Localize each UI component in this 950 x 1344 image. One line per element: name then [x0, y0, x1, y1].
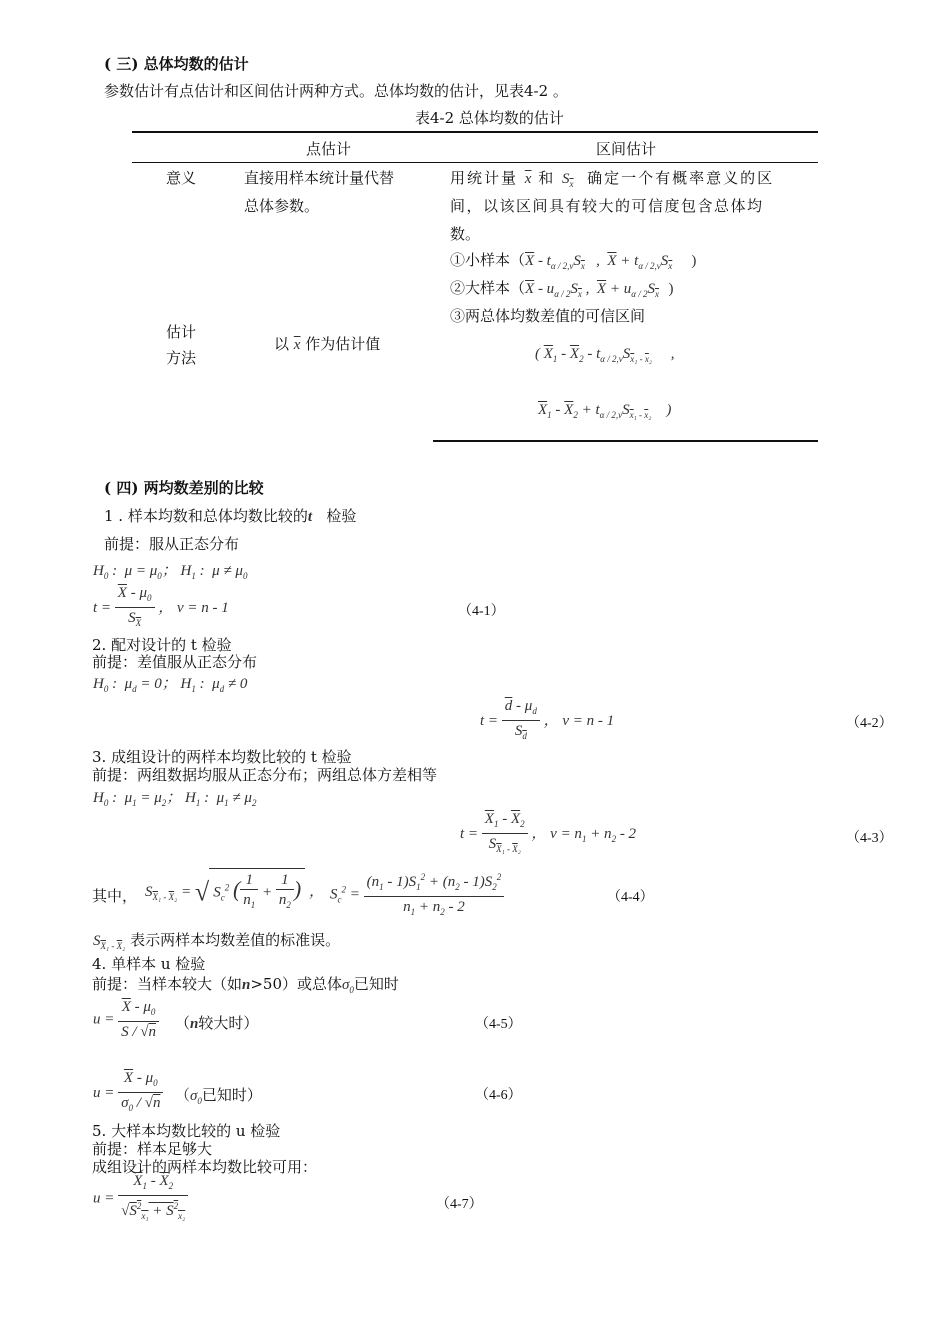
section-3-intro: 参数估计有点估计和区间估计两种方式。总体均数的估计，见表4-2 。: [104, 82, 568, 100]
table-header-rule: [132, 162, 818, 163]
s5-u-formula: u = $\frac{\overline{X}_1 - \overline{X}_2}{√S^2_{x_1} + S^2_{x_2}}$: [93, 1172, 188, 1226]
s1-title-t: t: [307, 509, 313, 525]
s2-premise: 前提：差值服从正态分布: [92, 653, 258, 671]
se-description-text: 表示两样本均数差值的标准误。: [130, 931, 341, 949]
s4-premise-text-a: 前提：当样本较大（如: [92, 975, 243, 993]
row1-interval-text-b: 和: [538, 169, 556, 187]
eq-4-6: （4-6）: [475, 1088, 522, 1103]
row2-point-text-b: 作为估计值: [305, 335, 381, 353]
s4-note-2: （$\sigma_0$已知时）: [175, 1086, 262, 1106]
row1-label: 意义: [166, 169, 197, 187]
se-symbol: $S_{\overline{X}_1 - \overline{X}_2}$: [93, 933, 126, 951]
s3-hypotheses: $H_0$ : $\mu_1 = \mu_2$； $H_1$ : $\mu_1 \ne \mu_2$: [93, 790, 257, 808]
s3-title: 3. 成组设计的两样本均数比较的 t 检验: [92, 748, 352, 766]
row1-interval-line2: 间，以该区间具有较大的可信度包含总体均: [450, 197, 764, 215]
two-sample-ci-formula-1: ( $\overline{X}_1 - \overline{X}_2 - t_{\alpha / 2,\nu}S_{\overline{x}_1 - \overline{x}_2}$ ,: [535, 346, 675, 364]
table-bottom-rule: [433, 440, 818, 442]
s1-premise: 前提：服从正态分布: [104, 535, 240, 553]
s4-note-1-text-b: 较大时）: [198, 1014, 259, 1032]
row2-label-line1: 估计: [166, 323, 197, 341]
pooled-variance-formula: $S_c^2$ = $\frac{(n_1 - 1)S_1^2 + (n_2 - 1)S_2^2}{n_1 + n_2 - 2}$: [330, 868, 504, 922]
s4-premise-text-b: >50）或总体: [250, 975, 343, 993]
s4-u-formula-2: u = $\frac{\overline{X} - \mu_0}{\sigma_0 / √n}$: [93, 1069, 163, 1118]
where-label: 其中，: [92, 887, 138, 905]
se-formula: $S_{\overline{X}_1 - \overline{X}_2}$ = √ $S_c^2$ ( $\frac{1}{n_1}$ + $\frac{1}{n_2}$ ) ，: [145, 868, 324, 917]
row2-point: [274, 330, 380, 359]
s1-title-text: 1 . 样本均数和总体均数比较的: [104, 507, 308, 525]
eq-4-4: （4-4）: [607, 890, 654, 905]
s4-premise-text-c: 已知时: [353, 975, 399, 993]
s4-note-2-text: 已知时）: [201, 1086, 262, 1104]
s4-note-1: [175, 1012, 258, 1033]
eq-4-7: （4-7）: [436, 1197, 483, 1212]
table-top-rule: [132, 131, 818, 133]
row1-point-line2: 总体参数。: [244, 197, 320, 215]
s4-premise-n: n: [242, 977, 251, 993]
two-sample-ci-formula-2: $\overline{X}_1 - \overline{X}_2 + t_{\alpha / 2,\nu}S_{\overline{x}_1 - \overline{x}_2}$ ): [538, 402, 672, 420]
s5-title: 5. 大样本均数比较的 u 检验: [92, 1122, 281, 1140]
row1-interval-text-c: 确定一个有概率意义的区: [587, 169, 775, 187]
s3-premise: 前提：两组数据均服从正态分布；两组总体方差相等: [92, 766, 438, 784]
row2-label-line2: 方法: [166, 349, 197, 367]
s1-t-formula: t = $\frac{\overline{X} - \mu_0}{S_{\overline{X}}}$ ， ν = n - 1: [93, 585, 229, 628]
section-4-heading: ( 四) 两均数差别的比较: [104, 479, 264, 497]
s2-t-formula: t = $\frac{\overline{d} - \mu_d}{S_{\overline{d}}}$ ， ν = n - 1: [480, 698, 615, 741]
eq-4-3: （4-3）: [846, 831, 893, 846]
section-3-heading: ( 三) 总体均数的估计: [104, 55, 249, 73]
s1-title-end: 检验: [326, 507, 357, 525]
eq-4-2: （4-2）: [846, 716, 893, 731]
small-sample-formula: $\overline{X} - t_{\alpha / 2,\nu}S_{\overline{x}}$ , $\overline{X} + t_{\alpha / 2,\nu}S_{\overline{x}}$: [525, 253, 673, 271]
row2-point-text-a: 以: [274, 335, 290, 353]
s4-note-1-text-a: （: [175, 1014, 191, 1032]
s3-t-formula: t = $\frac{\overline{X}_1 - \overline{X}_2}{S_{\overline{X}_1 - \overline{X}_2}}$ ， $\nu = n_1 + n_2 - 2$: [460, 811, 637, 854]
s5-premise: 前提：样本足够大: [92, 1140, 213, 1158]
xbar-estimate-symbol: $\overline{x}$: [293, 337, 301, 353]
xbar-symbol: $\overline{x}$: [524, 171, 532, 187]
row1-interval-line3: 数。: [450, 225, 481, 243]
table-header-interval: 区间估计: [596, 140, 657, 158]
row1-point-line1: 直接用样本统计量代替: [244, 169, 395, 187]
two-sample-ci-label: ③两总体均数差值的可信区间: [450, 307, 646, 325]
sx-symbol: $S_{\overline{x}}$: [562, 171, 574, 189]
s2-title: 2. 配对设计的 t 检验: [92, 636, 232, 654]
s1-hypotheses: $H_0$ : $\mu = \mu_0$； $H_1$ : $\mu \ne \mu_0$: [93, 563, 248, 581]
small-sample-ci: ①小样本（$\overline{X} - t_{\alpha / 2,\nu}S_{\overline{x}}$ , $\overline{X} + t_{\alpha / 2,\nu}S_{\overline{x}}$ ): [450, 251, 697, 271]
s4-note-1-n: n: [190, 1016, 199, 1032]
row1-interval-text-a: 用统计量: [450, 169, 519, 187]
large-sample-ci: ②大样本（$\overline{X} - u_{\alpha / 2}S_{\overline{x}}$ , $\overline{X} + u_{\alpha / 2}S_{\overline{x}}$ ): [450, 279, 674, 299]
s4-title: 4. 单样本 u 检验: [92, 955, 206, 973]
eq-4-1: （4-1）: [458, 604, 505, 619]
eq-4-5: （4-5）: [475, 1017, 522, 1032]
small-sample-label: ①小样本（: [450, 251, 526, 269]
s1-title: [104, 505, 356, 526]
s4-premise: 前提：当样本较大（如n>50）或总体$\sigma_0$已知时: [92, 975, 399, 995]
s2-hypotheses: $H_0$ : $\mu_d = 0$； $H_1$ : $\mu_d \ne 0$: [93, 676, 248, 694]
table-header-point: 点估计: [306, 140, 352, 158]
s5-line: 成组设计的两样本均数比较可用：: [92, 1158, 318, 1176]
se-description: [93, 929, 340, 951]
large-sample-label: ②大样本（: [450, 279, 526, 297]
table-caption: 表4-2 总体均数的估计: [415, 109, 564, 127]
large-sample-formula: $\overline{X} - u_{\alpha / 2}S_{\overline{x}}$ , $\overline{X} + u_{\alpha / 2}S_{\overline{x}}$: [525, 281, 659, 299]
s4-u-formula-1: u = $\frac{\overline{X} - \mu_0}{S / √n}$: [93, 998, 159, 1042]
